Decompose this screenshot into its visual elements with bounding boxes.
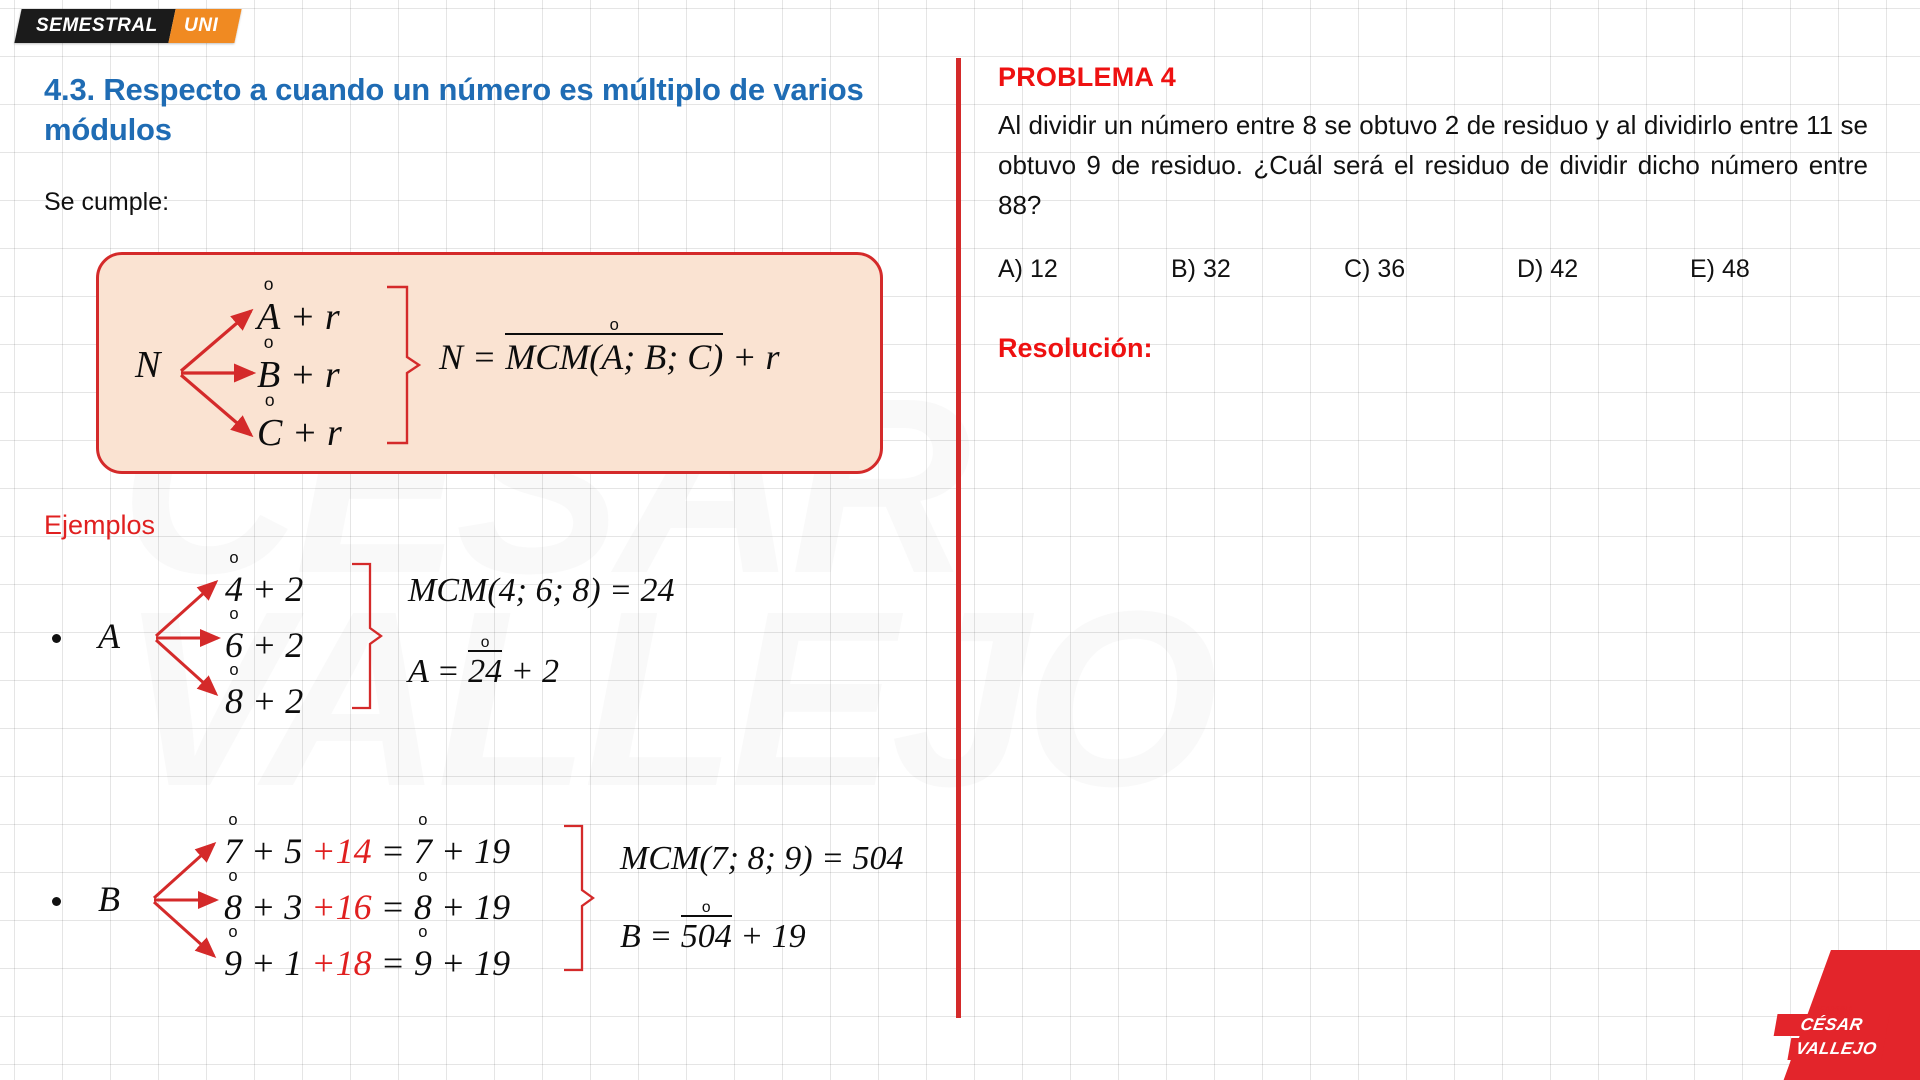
logo-uni-text: UNI [168,9,241,43]
example-row-base: 9 [224,942,242,983]
example-b-brace [562,824,598,974]
multiple-circle-icon: o [418,865,428,885]
formula-row-base: B [257,353,281,396]
example-row-rest2: + 19 [440,886,511,927]
option-c[interactable]: C) 36 [1344,255,1406,283]
example-row-rest: + 1 [251,942,303,983]
example-row-increment: +14 [311,831,372,871]
formula-branch-rows [257,274,342,462]
example-row-rest: + 5 [251,831,303,871]
example-row-base2: 8 [413,886,432,927]
page-title: 4.3. Respecto a cuando un número es múltiplo de varios módulos [44,72,864,147]
example-b-result-overlined: 504 [681,915,732,956]
formula-result-lhs: N = [439,337,497,377]
example-a-result-overlined: 24 [468,650,502,691]
example-row-base: 4 [225,569,243,609]
formula-box [96,252,883,474]
example-row-base2: 7 [413,831,432,871]
example-b-result-lhs: B = [620,918,673,955]
formula-row [257,389,342,463]
example-row [224,921,511,992]
resolucion-label: Resolución: [998,333,1153,363]
example-row-eq: = [380,831,405,871]
formula-row-rest: + r [289,296,340,338]
example-a-rows [225,548,304,729]
example-row-rest2: + 19 [440,942,511,983]
multiple-circle-icon: o [701,899,711,917]
example-row-base: 6 [225,624,243,665]
option-b[interactable]: B) 32 [1171,255,1231,283]
multiple-circle-icon: o [228,810,238,830]
example-row-increment: +16 [311,886,372,927]
example-b-rows [224,810,511,991]
multiple-circle-icon: o [229,603,239,623]
formula-result-overlined: MCM(A; B; C) [505,333,723,378]
example-row [225,659,304,730]
logo-cesar-text: CÉSAR [1774,1014,1890,1036]
example-row-base: 8 [224,886,242,927]
multiple-circle-icon: o [418,921,428,941]
right-problem-column [998,0,1878,1080]
option-a[interactable]: A) 12 [998,255,1058,283]
multiple-circle-icon: o [229,659,239,679]
se-cumple-label: Se cumple: [44,188,170,216]
logo-semestral-text: SEMESTRAL [14,9,175,43]
multiple-circle-icon: o [480,634,490,652]
ejemplos-label: Ejemplos [44,510,156,540]
example-row-rest: + 2 [252,624,304,665]
example-b-mcm: MCM(7; 8; 9) = 504 [620,840,904,877]
formula-row-rest: + r [289,353,340,396]
multiple-circle-icon: o [609,315,619,335]
logo-vallejo-text: VALLEJO [1787,1038,1885,1060]
multiple-circle-icon: o [228,921,238,941]
example-row-rest: + 3 [251,886,303,927]
example-a-result-rest: + 2 [510,653,560,690]
example-a-result [408,634,560,691]
example-row-rest: + 2 [252,680,304,721]
formula-source-N: N [135,344,161,386]
example-row-eq: = [380,942,405,983]
example-row-base: 8 [225,680,243,721]
example-a-brace [350,562,386,712]
example-b-letter: B [98,879,120,919]
multiple-circle-icon: o [264,389,275,410]
example-row-eq: = [380,886,405,927]
column-divider [956,58,961,1018]
multiple-circle-icon: o [263,274,274,295]
answer-options [998,255,1863,284]
multiple-circle-icon: o [228,865,238,885]
formula-result-rest: + r [732,337,780,377]
example-row-rest2: + 19 [440,831,511,871]
logo-academia-text: ACADEMIA [1815,1006,1854,1012]
problem-statement: Al dividir un número entre 8 se obtuvo 2 de residuo y al dividirlo entre 11 se obtuvo 9 de residuo. ¿Cuál será el residuo de dividir dicho número entre 88? [998,110,1868,220]
example-row-base: 7 [224,831,242,871]
example-row [224,865,511,936]
option-d[interactable]: D) 42 [1517,255,1579,283]
formula-row-rest: + r [291,411,342,454]
example-row-base2: 9 [413,942,432,983]
example-row-increment: +18 [311,942,372,983]
example-row-rest: + 2 [252,569,304,609]
bullet-icon [52,634,61,643]
example-a-letter: A [98,616,120,656]
formula-row-base: A [257,296,281,338]
example-b-result [620,899,806,956]
example-a-result-lhs: A = [408,653,460,690]
problem-title: PROBLEMA 4 [998,62,1177,92]
group-brace [385,285,425,445]
left-content-column [0,0,958,1080]
cesar-vallejo-logo [1769,1006,1891,1062]
example-row [224,810,511,880]
example-b-result-rest: + 19 [740,918,806,955]
bullet-icon [52,897,61,906]
example-a-mcm: MCM(4; 6; 8) = 24 [408,572,675,609]
option-e[interactable]: E) 48 [1690,255,1750,283]
multiple-circle-icon: o [229,548,239,568]
formula-row-base: C [257,411,283,454]
multiple-circle-icon: o [418,810,428,830]
formula-result [439,315,780,378]
multiple-circle-icon: o [263,332,274,353]
